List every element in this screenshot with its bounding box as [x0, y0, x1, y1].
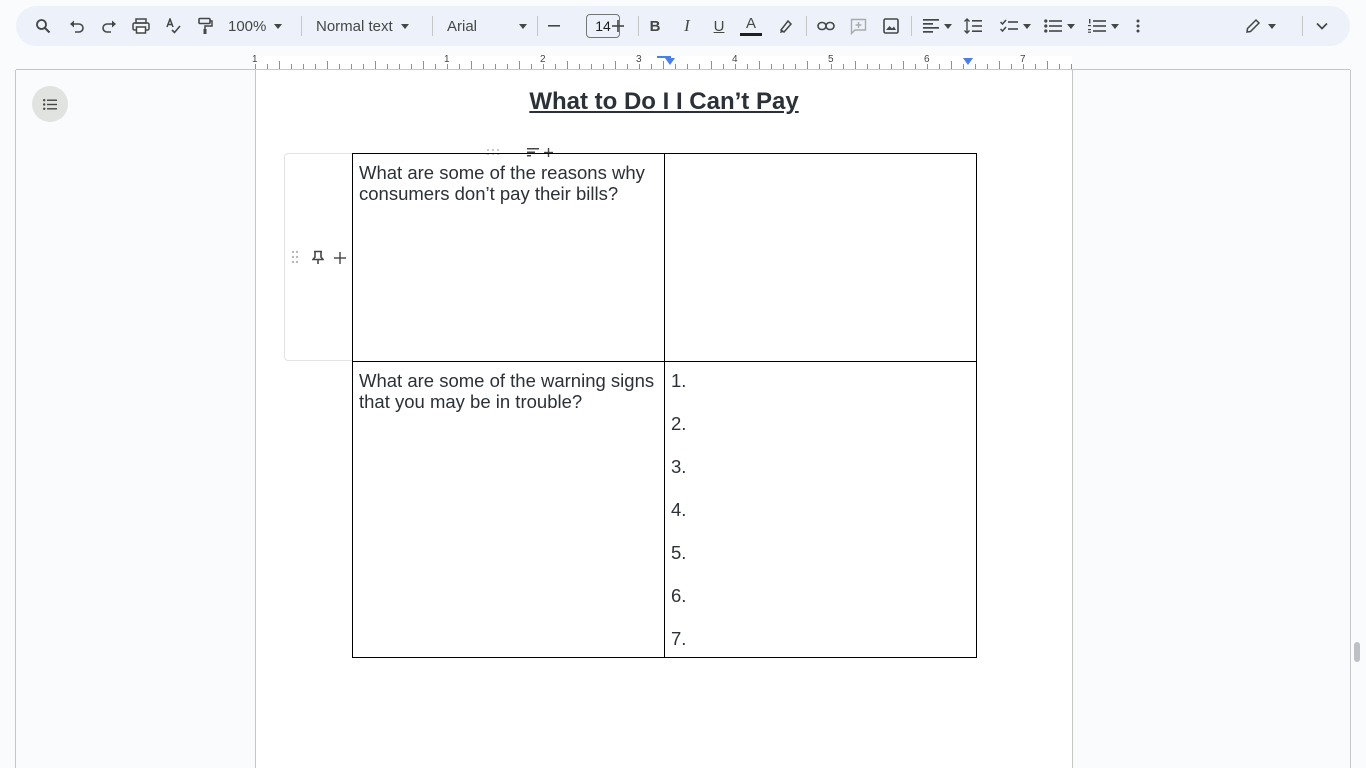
- table-row-handle[interactable]: [284, 153, 352, 361]
- list-item[interactable]: 4.: [671, 499, 687, 520]
- ruler-tick: [699, 64, 700, 69]
- ruler-tick: [855, 61, 856, 69]
- chevron-down-icon: [401, 24, 409, 29]
- text-color-icon[interactable]: [738, 6, 764, 46]
- ruler-tick: [987, 64, 988, 69]
- ruler-tick: [723, 64, 724, 69]
- chevron-down-icon: [274, 24, 282, 29]
- ruler-tick: [267, 64, 268, 69]
- ruler-tick: [339, 64, 340, 69]
- ruler-tick: [471, 61, 472, 69]
- increase-font-size-icon[interactable]: [610, 6, 626, 46]
- document-title[interactable]: What to Do I I Can’t Pay: [529, 88, 799, 115]
- outline-toggle-button[interactable]: [32, 86, 68, 122]
- ruler-number: 1: [252, 54, 258, 65]
- ruler-tick: [423, 61, 424, 69]
- ruler-tick: [567, 61, 568, 69]
- checklist-icon[interactable]: [996, 6, 1034, 46]
- ruler-tick: [759, 61, 760, 69]
- divider: [911, 16, 912, 36]
- ruler-tick: [771, 64, 772, 69]
- search-icon[interactable]: [32, 6, 54, 46]
- align-icon[interactable]: [919, 6, 955, 46]
- ruler-tick: [351, 64, 352, 69]
- ruler-tick: [483, 64, 484, 69]
- divider: [301, 16, 302, 36]
- ruler-tick: [495, 64, 496, 69]
- paint-format-icon[interactable]: [194, 6, 216, 46]
- italic-icon[interactable]: I: [684, 16, 690, 35]
- undo-icon[interactable]: [66, 6, 88, 46]
- table-cell-answer[interactable]: [665, 154, 977, 362]
- ruler-tick: [579, 64, 580, 69]
- table-cell-question[interactable]: What are some of the reasons why consumers don’t pay their bills?: [353, 154, 665, 362]
- ruler-tick: [459, 64, 460, 69]
- ruler-number: 1: [444, 54, 450, 65]
- ruler-tick: [915, 64, 916, 69]
- zoom-select[interactable]: [228, 6, 292, 46]
- ruler-tick: [879, 64, 880, 69]
- link-icon[interactable]: [815, 6, 837, 46]
- zoom-value: 100%: [228, 17, 267, 35]
- ruler-tick: [591, 64, 592, 69]
- ruler-tick: [843, 64, 844, 69]
- ruler-tick: [363, 64, 364, 69]
- ruler-tick: [555, 64, 556, 69]
- indent-marker[interactable]: [665, 58, 675, 65]
- chevron-down-icon: [944, 24, 952, 29]
- ruler-tick: [279, 61, 280, 69]
- ruler-tick: [747, 64, 748, 69]
- pin-icon: [312, 250, 324, 265]
- ruler-number: 4: [732, 54, 738, 65]
- table-cell-answer[interactable]: [665, 362, 977, 658]
- ruler-tick: [1047, 61, 1048, 69]
- ruler-tick: [795, 64, 796, 69]
- style-select[interactable]: [316, 6, 426, 46]
- bullet-list-icon[interactable]: [1040, 6, 1078, 46]
- font-select[interactable]: [447, 6, 527, 46]
- ruler-tick: [315, 64, 316, 69]
- table-row: [353, 154, 977, 362]
- list-item[interactable]: 1.: [671, 370, 687, 391]
- highlight-icon[interactable]: [776, 6, 796, 46]
- ruler-tick: [807, 61, 808, 69]
- underline-icon[interactable]: U: [713, 17, 725, 35]
- outline-icon: [43, 99, 57, 110]
- ruler-tick: [1071, 64, 1072, 69]
- ruler-tick: [1059, 64, 1060, 69]
- divider: [638, 16, 639, 36]
- vertical-scrollbar[interactable]: [1354, 642, 1360, 662]
- add-row-icon: [334, 252, 346, 264]
- list-item[interactable]: 5.: [671, 542, 687, 563]
- ruler-tick: [651, 64, 652, 69]
- ruler-tick: [675, 64, 676, 69]
- chevron-down-icon: [1067, 24, 1075, 29]
- text-color-swatch: [740, 33, 762, 36]
- ruler-tick: [615, 61, 616, 69]
- chevron-down-icon: [519, 24, 527, 29]
- comment-icon[interactable]: [847, 6, 869, 46]
- list-item[interactable]: 6.: [671, 585, 687, 606]
- toolbar: [16, 6, 1350, 46]
- ruler-number: 3: [636, 54, 642, 65]
- divider: [432, 16, 433, 36]
- ruler-tick: [975, 64, 976, 69]
- ruler-number: 7: [1020, 54, 1026, 65]
- numbered-list-icon[interactable]: [1084, 6, 1122, 46]
- chevron-down-icon: [1111, 24, 1119, 29]
- spellcheck-icon[interactable]: [162, 6, 184, 46]
- first-line-indent-marker[interactable]: [657, 56, 671, 58]
- ruler-number: 5: [828, 54, 834, 65]
- list-item[interactable]: 2.: [671, 413, 687, 434]
- font-value: Arial: [447, 17, 478, 35]
- right-indent-marker[interactable]: [963, 58, 973, 65]
- ruler-tick: [603, 64, 604, 69]
- font-size-input[interactable]: 14: [586, 14, 620, 38]
- list-item[interactable]: 7.: [671, 628, 687, 649]
- bold-icon[interactable]: B: [649, 17, 661, 35]
- numbered-list: [671, 370, 970, 649]
- ruler-tick: [903, 61, 904, 69]
- ruler-number: 6: [924, 54, 930, 65]
- ruler-tick: [867, 64, 868, 69]
- line-spacing-icon[interactable]: [962, 6, 984, 46]
- decrease-font-size-icon[interactable]: [546, 6, 562, 46]
- ruler-tick: [1011, 64, 1012, 69]
- ruler-tick: [891, 64, 892, 69]
- ruler-tick: [507, 64, 508, 69]
- question-table: [352, 153, 977, 658]
- ruler-tick: [531, 64, 532, 69]
- ruler-tick: [291, 64, 292, 69]
- ruler-tick: [303, 64, 304, 69]
- ruler-tick: [687, 64, 688, 69]
- ruler-tick: [387, 64, 388, 69]
- ruler-tick: [819, 64, 820, 69]
- redo-icon[interactable]: [98, 6, 120, 46]
- print-icon[interactable]: [130, 6, 152, 46]
- drag-handle-icon: [291, 250, 299, 264]
- divider: [537, 16, 538, 36]
- chevron-down-icon: [1268, 24, 1276, 29]
- ruler-tick: [711, 61, 712, 69]
- editing-mode-icon[interactable]: [1240, 6, 1280, 46]
- ruler-tick: [519, 61, 520, 69]
- ruler-tick: [375, 61, 376, 69]
- ruler-number: 2: [540, 54, 546, 65]
- list-item[interactable]: 3.: [671, 456, 687, 477]
- table-row: [353, 362, 977, 658]
- divider: [1302, 16, 1303, 36]
- style-value: Normal text: [316, 17, 393, 35]
- ruler-tick: [783, 64, 784, 69]
- image-icon[interactable]: [880, 6, 902, 46]
- ruler-tick: [999, 61, 1000, 69]
- table-cell-question[interactable]: What are some of the warning signs that you may be in trouble?: [353, 362, 665, 658]
- ruler-tick: [411, 64, 412, 69]
- ruler-tick: [399, 64, 400, 69]
- more-icon[interactable]: [1130, 6, 1146, 46]
- ruler-tick: [435, 64, 436, 69]
- ruler-tick: [1035, 64, 1036, 69]
- chevron-down-icon: [1023, 24, 1031, 29]
- collapse-icon[interactable]: [1312, 6, 1332, 46]
- ruler-tick: [939, 64, 940, 69]
- ruler-tick: [627, 64, 628, 69]
- text-color-letter: A: [745, 15, 756, 32]
- ruler-tick: [951, 61, 952, 69]
- ruler-tick: [663, 61, 664, 69]
- divider: [806, 16, 807, 36]
- ruler-tick: [327, 61, 328, 69]
